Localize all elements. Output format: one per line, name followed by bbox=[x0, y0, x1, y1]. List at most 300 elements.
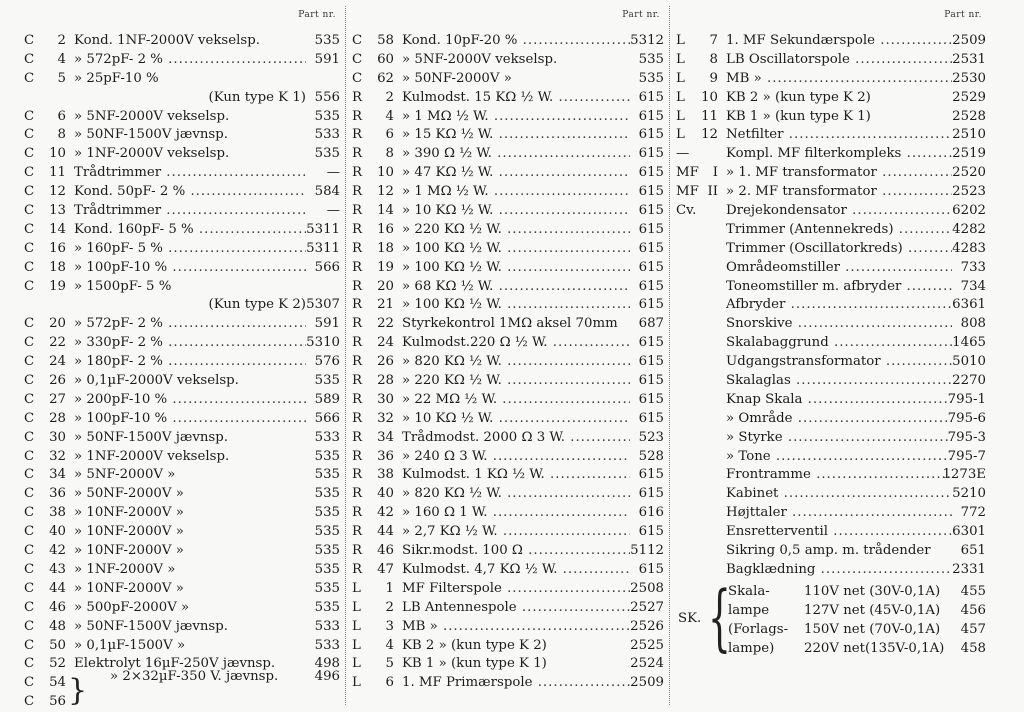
ref-number: 18 bbox=[377, 240, 394, 256]
ref-number: 22 bbox=[49, 335, 66, 351]
ref-letter: C bbox=[24, 373, 35, 389]
part-number: 535 bbox=[314, 543, 340, 559]
ref-number: 30 bbox=[49, 429, 66, 445]
part-desc: Udgangstransformator ..... bbox=[726, 353, 952, 372]
part-number: 528 bbox=[638, 448, 664, 464]
ref-number: 50 bbox=[49, 637, 66, 653]
ref-number: 42 bbox=[377, 505, 394, 521]
part-number: 615 bbox=[638, 259, 664, 275]
ref-number: 4 bbox=[385, 637, 394, 653]
part-desc: Drejekondensator ..... bbox=[726, 202, 952, 221]
part-desc: » 10 KΩ ½ W. ..... bbox=[402, 202, 630, 221]
ref-letter: C bbox=[24, 146, 35, 162]
ref-number: 16 bbox=[377, 221, 394, 237]
ref-number: 32 bbox=[49, 448, 66, 464]
part-row bbox=[24, 221, 340, 240]
part-row bbox=[676, 259, 986, 278]
part-row bbox=[676, 108, 986, 127]
ref-number: 43 bbox=[49, 561, 66, 577]
ref-number: 27 bbox=[49, 391, 66, 407]
ref-letter: C bbox=[352, 51, 363, 67]
ref-letter: R bbox=[352, 354, 363, 370]
part-desc: » 22 MΩ ½ W. ..... bbox=[402, 391, 630, 410]
part-row bbox=[24, 637, 340, 656]
ref-letter: R bbox=[352, 203, 363, 219]
part-row bbox=[24, 448, 340, 467]
ref-letter: C bbox=[24, 524, 35, 540]
part-row bbox=[352, 618, 664, 637]
ref-number: 54 bbox=[49, 675, 66, 691]
part-desc: Sikr.modst. 100 Ω ..... bbox=[402, 542, 630, 561]
part-number: 795-3 bbox=[947, 429, 986, 445]
part-desc: » 100 KΩ ½ W. ..... bbox=[402, 240, 630, 259]
ref-number: 52 bbox=[49, 656, 66, 672]
ref-letter: R bbox=[352, 297, 363, 313]
ref-letter: R bbox=[352, 486, 363, 502]
part-row bbox=[676, 523, 986, 542]
part-desc: LB Oscillatorspole ..... bbox=[726, 51, 952, 70]
part-number: 535 bbox=[314, 505, 340, 521]
ref-number: 3 bbox=[385, 618, 394, 634]
part-row bbox=[352, 334, 664, 353]
part-number: 615 bbox=[638, 486, 664, 502]
part-desc: » 0,1µF-2000V vekselsp. bbox=[74, 373, 239, 389]
part-row bbox=[676, 278, 986, 297]
ref-letter: C bbox=[24, 203, 35, 219]
part-number: 615 bbox=[638, 108, 664, 124]
part-number: 733 bbox=[960, 259, 986, 275]
ref-letter: C bbox=[24, 561, 35, 577]
part-desc: Toneomstiller m. afbryder ..... bbox=[726, 278, 952, 297]
part-row bbox=[24, 108, 340, 127]
part-row bbox=[676, 410, 986, 429]
part-desc: » 1 MΩ ½ W. ..... bbox=[402, 183, 630, 202]
ref-number: 13 bbox=[49, 203, 66, 219]
part-row bbox=[676, 221, 986, 240]
c54-c56-shared-row bbox=[24, 668, 340, 687]
part-number: 584 bbox=[314, 184, 340, 200]
part-row bbox=[352, 296, 664, 315]
part-row bbox=[676, 429, 986, 448]
part-number: 535 bbox=[314, 524, 340, 540]
part-row bbox=[352, 32, 664, 51]
ref-letter: L bbox=[676, 89, 685, 105]
part-desc: Snorskive ..... bbox=[726, 315, 952, 334]
part-row bbox=[352, 51, 664, 70]
part-desc: » 10 KΩ ½ W. ..... bbox=[402, 410, 630, 429]
part-row bbox=[676, 164, 986, 183]
part-desc: » 160 Ω 1 W. ..... bbox=[402, 504, 630, 523]
part-row bbox=[24, 542, 340, 561]
part-desc: Skalaglas ..... bbox=[726, 372, 952, 391]
part-desc: » 5NF-2000V vekselsp. bbox=[402, 51, 558, 67]
column-divider bbox=[669, 6, 670, 705]
part-number: 2508 bbox=[630, 580, 664, 596]
part-row bbox=[24, 410, 340, 429]
part-row bbox=[352, 108, 664, 127]
part-desc: LB Antennespole ..... bbox=[402, 599, 630, 618]
part-number: 615 bbox=[638, 89, 664, 105]
ref-letter: L bbox=[676, 51, 685, 67]
part-row bbox=[24, 89, 340, 108]
part-desc: » Område ..... bbox=[726, 410, 952, 429]
part-number: 535 bbox=[638, 51, 664, 67]
ref-letter: C bbox=[24, 429, 35, 445]
part-desc: » Styrke ..... bbox=[726, 429, 952, 448]
ref-letter: R bbox=[352, 373, 363, 389]
ref-number: 18 bbox=[49, 259, 66, 275]
part-number: 535 bbox=[314, 599, 340, 615]
ref-letter: L bbox=[352, 618, 361, 634]
part-number: 615 bbox=[638, 524, 664, 540]
part-row bbox=[352, 126, 664, 145]
part-number: 1465 bbox=[952, 335, 986, 351]
part-number: — bbox=[326, 165, 340, 181]
part-row bbox=[676, 315, 986, 334]
part-number: 615 bbox=[638, 354, 664, 370]
part-row bbox=[352, 674, 664, 693]
part-nr-header: Part nr. bbox=[622, 10, 660, 20]
ref-number: 8 bbox=[385, 146, 394, 162]
part-row bbox=[352, 70, 664, 89]
part-desc: Frontramme ..... bbox=[726, 466, 952, 485]
part-row bbox=[24, 523, 340, 542]
ref-number: 2 bbox=[385, 599, 394, 615]
part-row bbox=[24, 580, 340, 599]
ref-number: 11 bbox=[49, 165, 66, 181]
ref-number: 4 bbox=[57, 51, 66, 67]
part-desc: MB » ..... bbox=[402, 618, 630, 637]
ref-number: 5 bbox=[57, 70, 66, 86]
part-desc: » 5NF-2000V » bbox=[74, 467, 176, 483]
part-number: 4282 bbox=[952, 221, 986, 237]
ref-letter: R bbox=[352, 335, 363, 351]
sk-voltage: 220V net(135V-0,1A) bbox=[804, 640, 945, 656]
sk-voltage: 110V net (30V-0,1A) bbox=[804, 584, 941, 599]
part-number: 5311 bbox=[306, 240, 340, 256]
part-desc: Netfilter ..... bbox=[726, 126, 952, 145]
part-number: 591 bbox=[314, 316, 340, 332]
part-number: 5210 bbox=[952, 486, 986, 502]
part-row bbox=[676, 32, 986, 51]
part-row bbox=[676, 296, 986, 315]
part-number: 6301 bbox=[952, 524, 986, 540]
ref-number: 62 bbox=[377, 70, 394, 86]
part-desc: » 10NF-2000V » bbox=[74, 505, 184, 521]
part-row bbox=[24, 485, 340, 504]
ref-number: 10 bbox=[377, 165, 394, 181]
ref-number: 34 bbox=[49, 467, 66, 483]
part-desc: » 2×32µF-350 V. jævnsp. bbox=[110, 669, 279, 684]
part-number: 535 bbox=[314, 486, 340, 502]
part-desc: » 100pF-10 % ..... bbox=[74, 259, 306, 278]
part-desc: » Tone ..... bbox=[726, 448, 952, 467]
part-row bbox=[24, 429, 340, 448]
ref-number: 46 bbox=[49, 599, 66, 615]
part-number: — bbox=[326, 203, 340, 219]
ref-number: I bbox=[712, 165, 718, 181]
ref-letter: R bbox=[352, 127, 363, 143]
brace-sk: { bbox=[708, 575, 731, 659]
part-row bbox=[676, 89, 986, 108]
part-number: 5307 bbox=[306, 297, 340, 313]
part-desc: (Kun type K 2) bbox=[208, 297, 306, 313]
part-row bbox=[352, 183, 664, 202]
part-desc: » 100 KΩ ½ W. ..... bbox=[402, 296, 630, 315]
part-desc: 1. MF Primærspole ..... bbox=[402, 674, 630, 693]
ref-number: 36 bbox=[377, 448, 394, 464]
ref-letter: R bbox=[352, 259, 363, 275]
part-desc: Områdeomstiller ..... bbox=[726, 259, 952, 278]
part-number: 535 bbox=[638, 70, 664, 86]
part-desc: Skalabaggrund ..... bbox=[726, 334, 952, 353]
parts-column-2 bbox=[352, 0, 664, 711]
part-row bbox=[24, 372, 340, 391]
part-number: 615 bbox=[638, 127, 664, 143]
ref-letter: L bbox=[352, 675, 361, 691]
ref-letter: C bbox=[24, 410, 35, 426]
part-desc: Kulmodst.220 Ω ½ W. ..... bbox=[402, 334, 630, 353]
part-row bbox=[352, 202, 664, 221]
ref-number: 8 bbox=[709, 51, 718, 67]
part-row bbox=[676, 240, 986, 259]
part-number: 615 bbox=[638, 561, 664, 577]
sk-type: lampe) bbox=[728, 640, 775, 656]
part-desc: Kompl. MF filterkompleks ..... bbox=[726, 145, 952, 164]
part-number: 795-1 bbox=[947, 391, 986, 407]
part-number: 5311 bbox=[306, 221, 340, 237]
part-desc: Bagklædning ..... bbox=[726, 561, 952, 580]
part-number: 2519 bbox=[952, 146, 986, 162]
part-row bbox=[352, 504, 664, 523]
part-number: 576 bbox=[314, 354, 340, 370]
part-number: 615 bbox=[638, 184, 664, 200]
part-number: 2509 bbox=[630, 675, 664, 691]
part-desc: » 1NF-2000V vekselsp. bbox=[74, 146, 230, 162]
part-number: 2531 bbox=[952, 51, 986, 67]
part-row bbox=[676, 391, 986, 410]
ref-letter: L bbox=[676, 108, 685, 124]
part-row bbox=[676, 372, 986, 391]
part-number: 533 bbox=[314, 127, 340, 143]
part-number: 2523 bbox=[952, 184, 986, 200]
ref-letter: R bbox=[352, 146, 363, 162]
ref-number: 10 bbox=[701, 89, 718, 105]
part-number: 535 bbox=[314, 33, 340, 48]
sk-type: lampe bbox=[728, 602, 770, 618]
ref-letter: C bbox=[24, 656, 35, 672]
ref-number: 8 bbox=[57, 127, 66, 143]
part-row bbox=[24, 504, 340, 523]
part-number: 734 bbox=[960, 278, 986, 294]
part-number: 2509 bbox=[952, 33, 986, 48]
ref-letter: C bbox=[352, 33, 363, 48]
ref-letter: C bbox=[24, 637, 35, 653]
part-desc: MB » ..... bbox=[726, 70, 952, 89]
ref-number: 40 bbox=[49, 524, 66, 540]
ref-number: 22 bbox=[377, 316, 394, 332]
ref-letter: C bbox=[24, 599, 35, 615]
part-desc: » 160pF- 5 % ..... bbox=[74, 240, 306, 259]
part-desc: » 0,1µF-1500V » bbox=[74, 637, 186, 653]
part-row bbox=[352, 240, 664, 259]
part-number: 535 bbox=[314, 146, 340, 162]
ref-letter: R bbox=[352, 543, 363, 559]
ref-letter: C bbox=[24, 335, 35, 351]
ref-letter: R bbox=[352, 391, 363, 407]
part-number: 533 bbox=[314, 637, 340, 653]
ref-number: 20 bbox=[49, 316, 66, 332]
part-row bbox=[24, 202, 340, 221]
ref-letter: C bbox=[24, 448, 35, 464]
part-desc: » 330pF- 2 % ..... bbox=[74, 334, 306, 353]
part-row bbox=[24, 334, 340, 353]
ref-letter: C bbox=[24, 51, 35, 67]
part-desc: Styrkekontrol 1MΩ aksel 70mm bbox=[402, 316, 618, 332]
part-number: 615 bbox=[638, 373, 664, 389]
part-desc: » 180pF- 2 % ..... bbox=[74, 353, 306, 372]
ref-number: 44 bbox=[377, 524, 394, 540]
part-nr-header: Part nr. bbox=[298, 10, 336, 20]
part-desc: Ensretterventil ..... bbox=[726, 523, 952, 542]
part-desc: » 5NF-2000V vekselsp. bbox=[74, 108, 230, 124]
part-row bbox=[352, 278, 664, 297]
part-desc: » 68 KΩ ½ W. ..... bbox=[402, 278, 630, 297]
part-desc: Kond. 50pF- 2 % ..... bbox=[74, 183, 306, 202]
part-number: 615 bbox=[638, 467, 664, 483]
ref-number: 38 bbox=[377, 467, 394, 483]
ref-letter: C bbox=[24, 505, 35, 521]
part-number: 615 bbox=[638, 240, 664, 256]
part-desc: » 47 KΩ ½ W. ..... bbox=[402, 164, 630, 183]
part-number: 498 bbox=[314, 656, 340, 672]
part-number: 615 bbox=[638, 391, 664, 407]
part-number: 456 bbox=[960, 602, 986, 618]
part-desc: » 25pF-10 % bbox=[74, 70, 159, 86]
part-row bbox=[24, 70, 340, 89]
part-row bbox=[24, 32, 340, 51]
part-row bbox=[352, 523, 664, 542]
ref-letter: C bbox=[24, 70, 35, 86]
part-number: 615 bbox=[638, 297, 664, 313]
sk-row bbox=[728, 621, 986, 640]
part-desc: » 820 KΩ ½ W. ..... bbox=[402, 353, 630, 372]
part-number: 615 bbox=[638, 335, 664, 351]
part-number: 2331 bbox=[952, 561, 986, 577]
part-desc: » 1500pF- 5 % bbox=[74, 278, 172, 294]
ref-letter: R bbox=[352, 410, 363, 426]
part-number: 615 bbox=[638, 410, 664, 426]
part-row bbox=[24, 126, 340, 145]
part-number: 2528 bbox=[952, 108, 986, 124]
part-row bbox=[352, 637, 664, 656]
part-desc: Kabinet ..... bbox=[726, 485, 952, 504]
ref-letter: C bbox=[24, 316, 35, 332]
ref-letter: C bbox=[24, 467, 35, 483]
ref-number: 36 bbox=[49, 486, 66, 502]
ref-number: 34 bbox=[377, 429, 394, 445]
part-row bbox=[24, 561, 340, 580]
part-row bbox=[24, 183, 340, 202]
ref-letter: R bbox=[352, 316, 363, 332]
part-desc: » 10NF-2000V » bbox=[74, 543, 184, 559]
ref-number: 7 bbox=[709, 33, 718, 48]
ref-number: 26 bbox=[49, 373, 66, 389]
part-desc: » 50NF-2000V » bbox=[402, 70, 512, 86]
ref-number: 56 bbox=[49, 694, 66, 710]
part-desc: Kulmodst. 15 KΩ ½ W. ..... bbox=[402, 89, 630, 108]
ref-letter: C bbox=[24, 33, 35, 48]
part-row bbox=[676, 334, 986, 353]
part-number: 2270 bbox=[952, 373, 986, 389]
ref-letter: C bbox=[24, 354, 35, 370]
part-row bbox=[24, 145, 340, 164]
part-row bbox=[24, 278, 340, 297]
ref-letter: R bbox=[352, 240, 363, 256]
ref-number: 20 bbox=[377, 278, 394, 294]
part-desc: Højttaler ..... bbox=[726, 504, 952, 523]
ref-number: 30 bbox=[377, 391, 394, 407]
sk-type: Skala- bbox=[728, 584, 770, 599]
part-desc: Trådtrimmer ..... bbox=[74, 202, 306, 221]
ref-letter: L bbox=[352, 599, 361, 615]
sk-voltage: 127V net (45V-0,1A) bbox=[804, 602, 941, 618]
part-row bbox=[352, 259, 664, 278]
ref-letter: R bbox=[352, 524, 363, 540]
sk-row bbox=[728, 640, 986, 659]
part-row bbox=[676, 202, 986, 221]
part-number: 556 bbox=[314, 89, 340, 105]
sk-label: SK. bbox=[678, 611, 702, 626]
part-row bbox=[676, 485, 986, 504]
ref-letter: C bbox=[24, 221, 35, 237]
part-row bbox=[352, 410, 664, 429]
part-row bbox=[352, 542, 664, 561]
part-row bbox=[352, 353, 664, 372]
ref-letter: C bbox=[24, 391, 35, 407]
part-row bbox=[24, 618, 340, 637]
part-number: 795-6 bbox=[947, 410, 986, 426]
part-row bbox=[352, 145, 664, 164]
part-desc: Elektrolyt 16µF-250V jævnsp. bbox=[74, 656, 276, 672]
part-desc: Trimmer (Antennekreds) ..... bbox=[726, 221, 952, 240]
part-row bbox=[24, 259, 340, 278]
part-number: 566 bbox=[314, 410, 340, 426]
part-desc: Trådmodst. 2000 Ω 3 W. ..... bbox=[402, 429, 630, 448]
ref-letter: C bbox=[24, 694, 35, 710]
ref-letter: R bbox=[352, 221, 363, 237]
ref-letter: L bbox=[352, 580, 361, 596]
part-desc: » 820 KΩ ½ W. ..... bbox=[402, 485, 630, 504]
part-number: 651 bbox=[960, 543, 986, 559]
ref-number: 42 bbox=[49, 543, 66, 559]
part-number: 808 bbox=[960, 316, 986, 332]
sk-block bbox=[676, 575, 986, 663]
part-number: 5112 bbox=[630, 543, 664, 559]
ref-letter: R bbox=[352, 467, 363, 483]
ref-letter: C bbox=[24, 580, 35, 596]
part-row bbox=[352, 599, 664, 618]
part-number: 2510 bbox=[952, 127, 986, 143]
part-row bbox=[352, 221, 664, 240]
part-number: 2527 bbox=[630, 599, 664, 615]
part-number: 535 bbox=[314, 373, 340, 389]
part-row bbox=[352, 391, 664, 410]
part-desc: » 500pF-2000V » bbox=[74, 599, 190, 615]
ref-number: 12 bbox=[49, 184, 66, 200]
part-number: 2524 bbox=[630, 656, 664, 672]
column-divider bbox=[345, 6, 346, 705]
